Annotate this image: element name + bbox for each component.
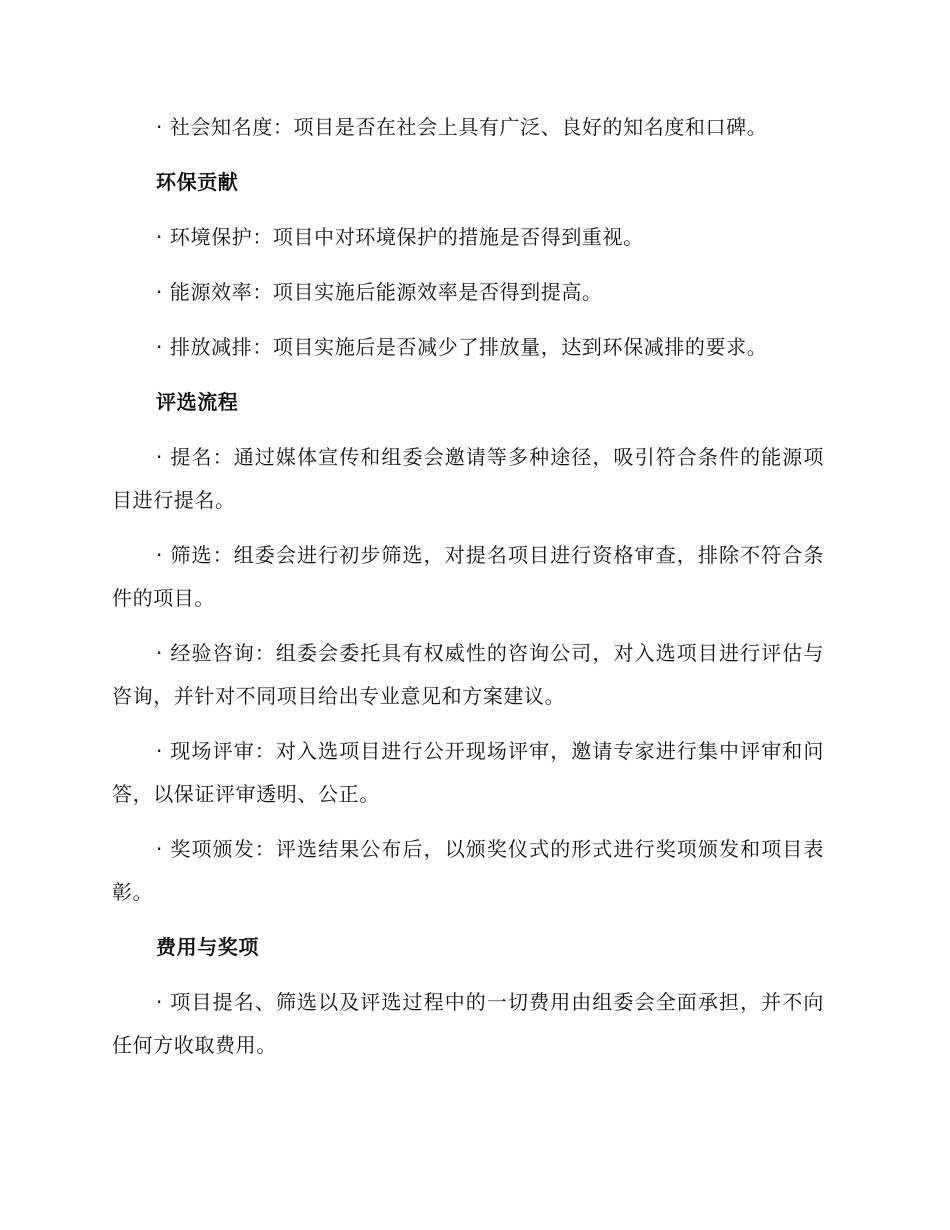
section-heading-selection-process: 评选流程 xyxy=(156,390,239,414)
bullet-screening: · 筛选：组委会进行初步筛选，对提名项目进行资格审查，排除不符合条件的项目。 xyxy=(112,543,824,610)
bullet-on-site-review: · 现场评审：对入选项目进行公开现场评审，邀请专家进行集中评审和问答，以保证评审透明、公正。 xyxy=(112,739,824,806)
document-body xyxy=(112,106,824,1079)
section-heading-fees-and-awards: 费用与奖项 xyxy=(156,935,259,959)
bullet-nomination: · 提名：通过媒体宣传和组委会邀请等多种途径，吸引符合条件的能源项目进行提名。 xyxy=(112,445,824,512)
bullet-expert-consulting: · 经验咨询：组委会委托具有权威性的咨询公司，对入选项目进行评估与咨询，并针对不同项目给出专业意见和方案建议。 xyxy=(112,641,824,708)
section-heading-environmental-contribution: 环保贡献 xyxy=(156,170,239,194)
bullet-award-ceremony: · 奖项颁发：评选结果公布后，以颁奖仪式的形式进行奖项颁发和项目表彰。 xyxy=(112,837,824,904)
bullet-emission-reduction: · 排放减排：项目实施后是否减少了排放量，达到环保减排的要求。 xyxy=(156,335,768,359)
bullet-fees: · 项目提名、筛选以及评选过程中的一切费用由组委会全面承担，并不向任何方收取费用。 xyxy=(112,990,824,1057)
bullet-energy-efficiency: · 能源效率：项目实施后能源效率是否得到提高。 xyxy=(156,280,603,304)
bullet-environmental-protection: · 环境保护：项目中对环境保护的措施是否得到重视。 xyxy=(156,225,644,249)
bullet-social-reputation: · 社会知名度：项目是否在社会上具有广泛、良好的知名度和口碑。 xyxy=(156,115,768,139)
